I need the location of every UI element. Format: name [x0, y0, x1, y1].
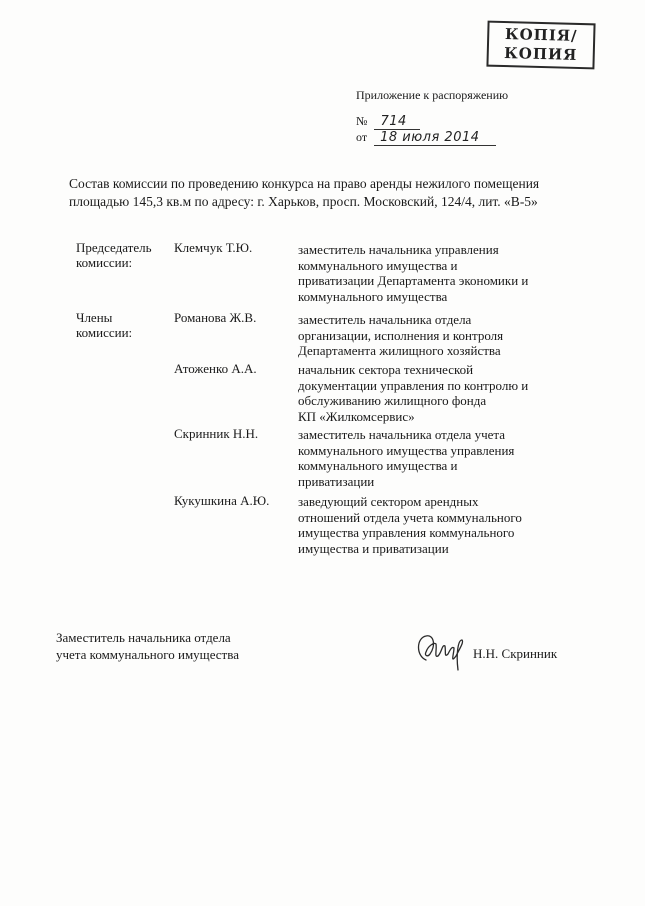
- signatory-title: [56, 629, 239, 663]
- member-name: Клемчук Т.Ю.: [174, 240, 253, 255]
- stamp-line-2: КОПИЯ: [503, 44, 578, 64]
- number-prefix: №: [356, 114, 368, 128]
- member-position: [298, 242, 578, 304]
- member-position: [298, 312, 578, 359]
- handwritten-signature: [412, 630, 470, 677]
- member-name: Кукушкина А.Ю.: [174, 493, 270, 508]
- member-name: Скринник Н.Н.: [174, 426, 259, 441]
- order-number-row: [356, 114, 420, 130]
- position-line: заведующий сектором арендных: [298, 494, 479, 509]
- role-members-line-2: комиссии:: [76, 325, 133, 340]
- role-members: [76, 310, 132, 340]
- appendix-label: Приложение к распоряжению: [356, 88, 509, 102]
- position-line: коммунального имущества управления: [298, 442, 515, 458]
- stamp-line-1: КОПІЯ/: [504, 25, 578, 45]
- role-chairman-line-1: Председатель: [76, 240, 152, 255]
- date-prefix: от: [356, 130, 368, 144]
- member-position: [298, 427, 578, 489]
- position-line: отношений отдела учета коммунального: [298, 509, 522, 525]
- order-number-handwritten: 714: [374, 114, 420, 130]
- position-line: заместитель начальника отдела: [298, 312, 472, 327]
- member-name: Атоженко А.А.: [174, 361, 257, 376]
- position-line: коммунального имущества: [298, 288, 448, 304]
- position-line: приватизации Департамента экономики и: [298, 273, 529, 288]
- signatory-name: Н.Н. Скринник: [473, 646, 558, 661]
- document-title: Состав комиссии по проведению конкурса на право аренды нежилого помещения площадью 145,3 кв.м по адресу: г. Харьков, просп. Московский, 124/4, лит. «В-5»: [69, 176, 540, 209]
- order-date-row: [356, 130, 496, 146]
- role-chairman: [76, 240, 152, 270]
- member-name: Романова Ж.В.: [174, 310, 257, 325]
- copy-stamp: [486, 21, 595, 70]
- position-line: начальник сектора технической: [298, 362, 474, 377]
- role-chairman-line-2: комиссии:: [76, 255, 133, 270]
- position-line: заместитель начальника отдела учета: [298, 427, 505, 442]
- position-line: имущества управления коммунального: [298, 525, 515, 540]
- position-line: организации, исполнения и контроля: [298, 327, 504, 343]
- signatory-title-line-2: учета коммунального имущества: [56, 647, 239, 662]
- position-line: Департамента жилищного хозяйства: [298, 343, 501, 358]
- role-members-line-1: Члены: [76, 310, 113, 325]
- member-position: [298, 494, 578, 556]
- position-line: коммунального имущества и: [298, 458, 458, 473]
- order-date-handwritten: 18 июля 2014: [374, 130, 496, 146]
- position-line: коммунального имущества и: [298, 257, 458, 273]
- position-line: КП «Жилкомсервис»: [298, 408, 415, 424]
- member-position: [298, 362, 578, 424]
- position-line: имущества и приватизации: [298, 540, 449, 556]
- position-line: заместитель начальника управления: [298, 242, 499, 257]
- signatory-title-line-1: Заместитель начальника отдела: [56, 630, 231, 645]
- position-line: приватизации: [298, 473, 375, 489]
- position-line: документации управления по контролю и: [298, 377, 529, 393]
- position-line: обслуживанию жилищного фонда: [298, 393, 487, 408]
